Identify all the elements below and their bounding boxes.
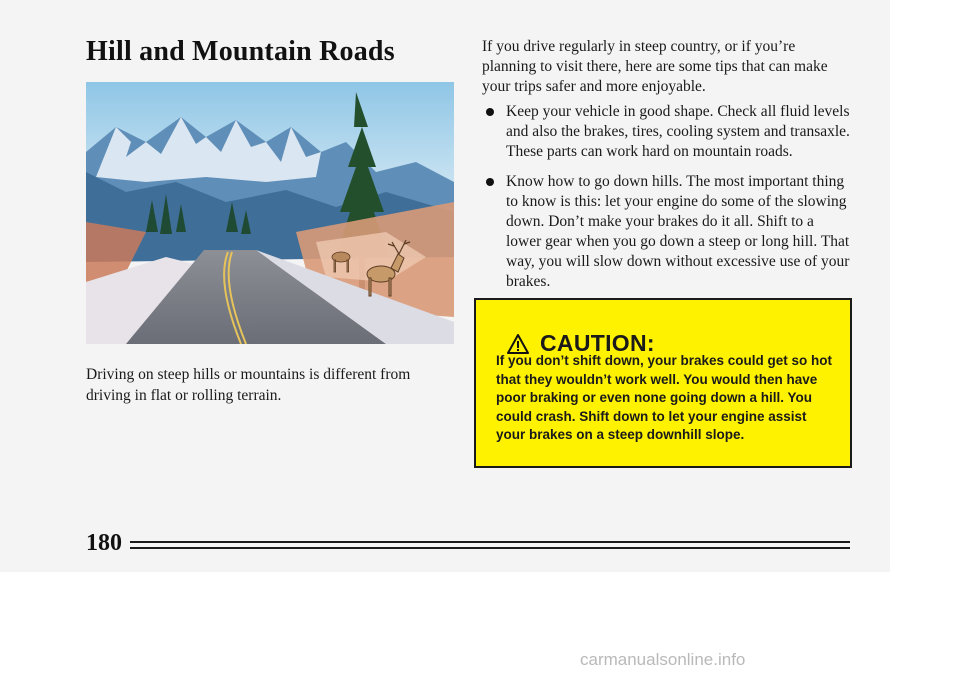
mountain-road-illustration xyxy=(86,82,454,344)
tips-list xyxy=(482,102,852,302)
bullet-icon xyxy=(486,108,494,116)
footer-rule xyxy=(130,547,850,549)
footer-rule xyxy=(130,541,850,543)
page-title: Hill and Mountain Roads xyxy=(86,36,395,67)
caution-text: If you don’t shift down, your brakes could get so hot that they wouldn’t work well. You would then have poor braking or even none going down a hill. You could crash. Shift down to let your engine assist your brakes on a steep downhill slope. xyxy=(496,353,833,442)
list-item xyxy=(482,172,852,292)
watermark-text: carmanualsonline.info xyxy=(580,650,746,669)
tip-text: Keep your vehicle in good shape. Check all fluid levels and also the brakes, tires, cooling system and transaxle. These parts can work hard on mountain roads. xyxy=(506,103,850,160)
intro-paragraph: If you drive regularly in steep country, or if you’re planning to visit there, here are some tips that can make your trips safer and more enjoyable. xyxy=(482,38,828,95)
bullet-icon xyxy=(486,178,494,186)
caution-box xyxy=(474,298,852,468)
page-footer xyxy=(86,530,856,560)
tip-text: Know how to go down hills. The most important thing to know is this: let your engine do some of the slowing down. Don’t make your brakes do it all. Shift to a lower gear when you go down a steep or long hill. That way, you will slow down without excessive use of your brakes. xyxy=(506,173,850,290)
page-number: 180 xyxy=(86,530,122,556)
list-item xyxy=(482,102,852,162)
caution-title: CAUTION: xyxy=(540,330,655,356)
image-caption: Driving on steep hills or mountains is different from driving in flat or rolling terrain. xyxy=(86,366,411,404)
